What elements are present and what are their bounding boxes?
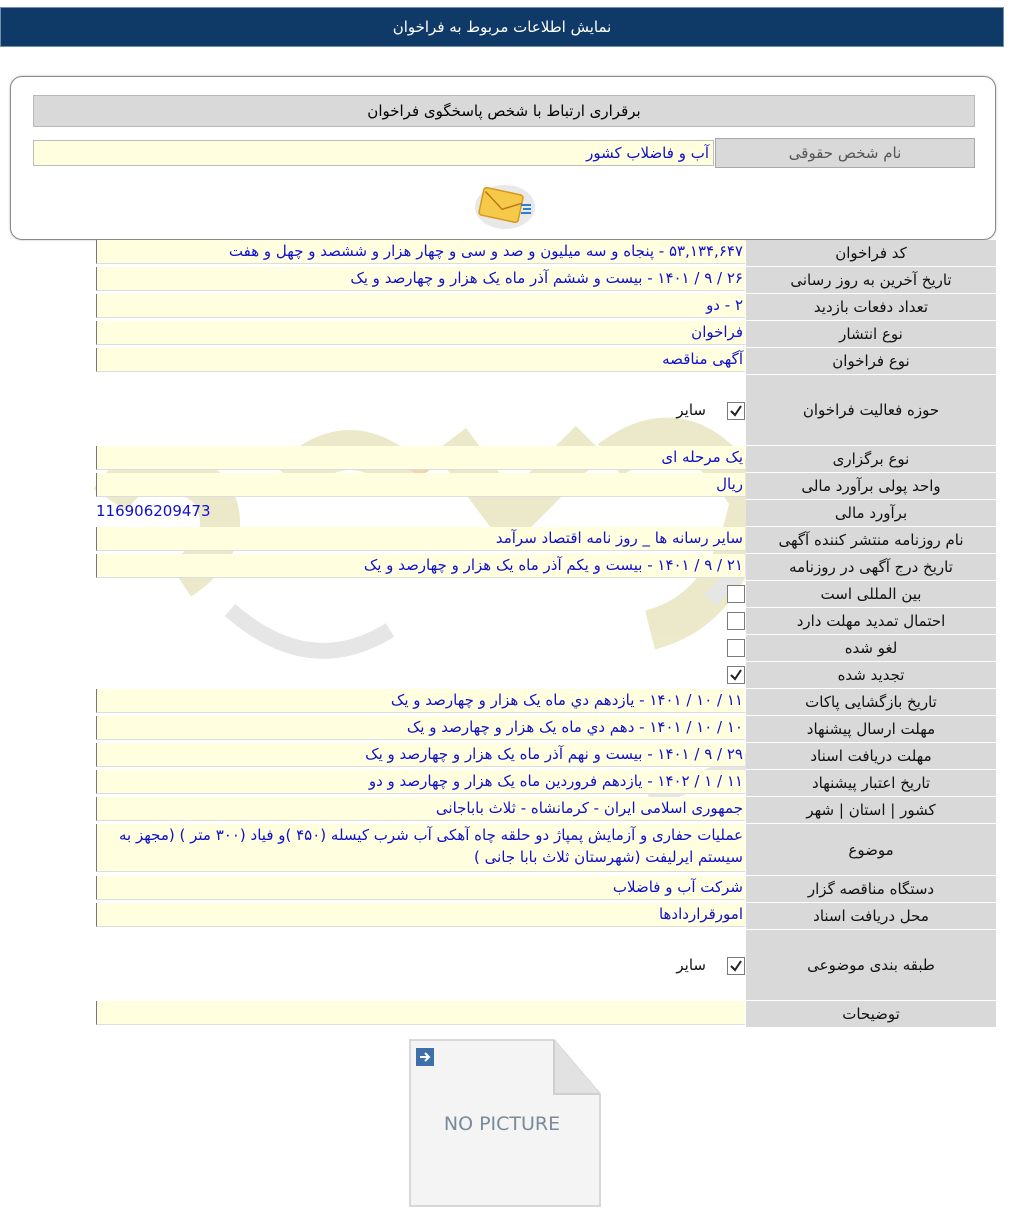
- extension-checkbox[interactable]: [727, 612, 745, 630]
- doc-deadline-label: مهلت دریافت اسناد: [746, 743, 996, 770]
- submit-deadline-label: مهلت ارسال پیشنهاد: [746, 716, 996, 743]
- page-title: نمایش اطلاعات مربوط به فراخوان: [392, 18, 612, 36]
- notes-label: توضیحات: [746, 1001, 996, 1028]
- opening-date-label: تاریخ بازگشایی پاکات: [746, 689, 996, 716]
- checkmark-icon: [729, 404, 743, 418]
- last-update-label: تاریخ آخرین به روز رسانی: [746, 267, 996, 294]
- checkmark-icon: [729, 668, 743, 682]
- doc-place-value: امورقراردادها: [96, 903, 745, 927]
- call-type-value: آگهی مناقصه: [96, 348, 745, 372]
- checkmark-icon: [729, 959, 743, 973]
- publish-type-value: فراخوان: [96, 321, 745, 345]
- category-label: طبقه بندی موضوعی: [746, 930, 996, 1001]
- visits-label: تعداد دفعات بازدید: [746, 294, 996, 321]
- row-extension: [96, 608, 996, 635]
- row-opening-date: [96, 689, 996, 716]
- currency-label: واحد پولی برآورد مالی: [746, 473, 996, 500]
- cancelled-label: لغو شده: [746, 635, 996, 662]
- validity-date-label: تاریخ اعتبار پیشنهاد: [746, 770, 996, 797]
- row-code: [96, 240, 996, 267]
- row-subject: [96, 824, 996, 876]
- row-validity-date: [96, 770, 996, 797]
- row-location: [96, 797, 996, 824]
- row-doc-place: [96, 903, 996, 930]
- row-submit-deadline: [96, 716, 996, 743]
- code-label: کد فراخوان: [746, 240, 996, 267]
- newspaper-date-label: تاریخ درج آگهی در روزنامه: [746, 554, 996, 581]
- envelope-icon[interactable]: [469, 179, 539, 231]
- submit-deadline-value: ۱۰ / ۱۰ / ۱۴۰۱ - دهم دي ماه یک هزار و چهارصد و یک: [96, 716, 745, 740]
- row-organizer: [96, 876, 996, 903]
- currency-value: ریال: [96, 473, 745, 497]
- category-checkbox[interactable]: [727, 957, 745, 975]
- activity-scope-label: حوزه فعالیت فراخوان: [746, 375, 996, 446]
- last-update-value: ۲۶ / ۹ / ۱۴۰۱ - بیست و ششم آذر ماه یک هزار و چهارصد و یک: [96, 267, 745, 291]
- row-newspaper: [96, 527, 996, 554]
- row-visits: [96, 294, 996, 321]
- opening-date-value: ۱۱ / ۱۰ / ۱۴۰۱ - یازدهم دي ماه یک هزار و چهارصد و یک: [96, 689, 745, 713]
- notes-value: [96, 1001, 745, 1025]
- holding-type-value: یک مرحله ای: [96, 446, 745, 470]
- publish-type-label: نوع انتشار: [746, 321, 996, 348]
- call-type-label: نوع فراخوان: [746, 348, 996, 375]
- visits-value: ۲ - دو: [96, 294, 745, 318]
- estimate-value: 116906209473: [96, 502, 211, 520]
- international-checkbox[interactable]: [727, 585, 745, 603]
- organizer-label: دستگاه مناقصه گزار: [746, 876, 996, 903]
- activity-scope-option: سایر: [676, 401, 706, 419]
- newspaper-label: نام روزنامه منتشر کننده آگهی: [746, 527, 996, 554]
- location-label: کشور | استان | شهر: [746, 797, 996, 824]
- row-publish-type: [96, 321, 996, 348]
- doc-place-label: محل دریافت اسناد: [746, 903, 996, 930]
- row-notes: [96, 1001, 996, 1028]
- contact-panel: [10, 76, 996, 240]
- location-value: جمهوری اسلامی ایران - کرمانشاه - ثلاث باباجانی: [96, 797, 745, 821]
- international-label: بین المللی است: [746, 581, 996, 608]
- row-newspaper-date: [96, 554, 996, 581]
- contact-panel-title: برقراری ارتباط با شخص پاسخگوی فراخوان: [33, 95, 975, 127]
- doc-deadline-value: ۲۹ / ۹ / ۱۴۰۱ - بیست و نهم آذر ماه یک هزار و چهارصد و یک: [96, 743, 745, 767]
- legal-person-label: نام شخص حقوقی: [715, 138, 975, 168]
- row-international: [96, 581, 996, 608]
- row-last-update: [96, 267, 996, 294]
- organizer-value: شرکت آب و فاضلاب: [96, 876, 745, 900]
- subject-label: موضوع: [746, 824, 996, 876]
- page-header: [0, 7, 1004, 47]
- row-holding-type: [96, 446, 996, 473]
- estimate-label: برآورد مالی: [746, 500, 996, 527]
- row-doc-deadline: [96, 743, 996, 770]
- row-estimate: [96, 500, 996, 527]
- holding-type-label: نوع برگزاری: [746, 446, 996, 473]
- category-option: سایر: [676, 956, 706, 974]
- no-picture-text: NO PICTURE: [443, 1113, 561, 1135]
- row-activity-scope: [96, 375, 996, 446]
- renewed-checkbox[interactable]: [727, 666, 745, 684]
- row-category: [96, 930, 996, 1001]
- subject-value: عملیات حفاری و آزمایش پمپاژ دو حلقه چاه آهکی آب شرب کیسله (۴۵۰ )و فیاد (۳۰۰ متر ) (مجهز به سیستم ایرلیفت (شهرستان ثلاث بابا جانی ): [96, 824, 745, 872]
- legal-person-value: آب و فاضلاب کشور: [33, 140, 714, 166]
- row-cancelled: [96, 635, 996, 662]
- row-renewed: [96, 662, 996, 689]
- cancelled-checkbox[interactable]: [727, 639, 745, 657]
- no-picture-image: [404, 1038, 604, 1210]
- activity-scope-checkbox[interactable]: [727, 402, 745, 420]
- newspaper-value: سایر رسانه ها _ روز نامه اقتصاد سرآمد: [96, 527, 745, 551]
- validity-date-value: ۱۱ / ۱ / ۱۴۰۲ - یازدهم فروردین ماه یک هزار و چهارصد و دو: [96, 770, 745, 794]
- code-value: ۵۳,۱۳۴,۶۴۷ - پنجاه و سه میلیون و صد و سی و چهار هزار و ششصد و چهل و هفت: [96, 240, 745, 264]
- row-call-type: [96, 348, 996, 375]
- extension-label: احتمال تمدید مهلت دارد: [746, 608, 996, 635]
- renewed-label: تجدید شده: [746, 662, 996, 689]
- row-currency: [96, 473, 996, 500]
- newspaper-date-value: ۲۱ / ۹ / ۱۴۰۱ - بیست و یکم آذر ماه یک هزار و چهارصد و یک: [96, 554, 745, 578]
